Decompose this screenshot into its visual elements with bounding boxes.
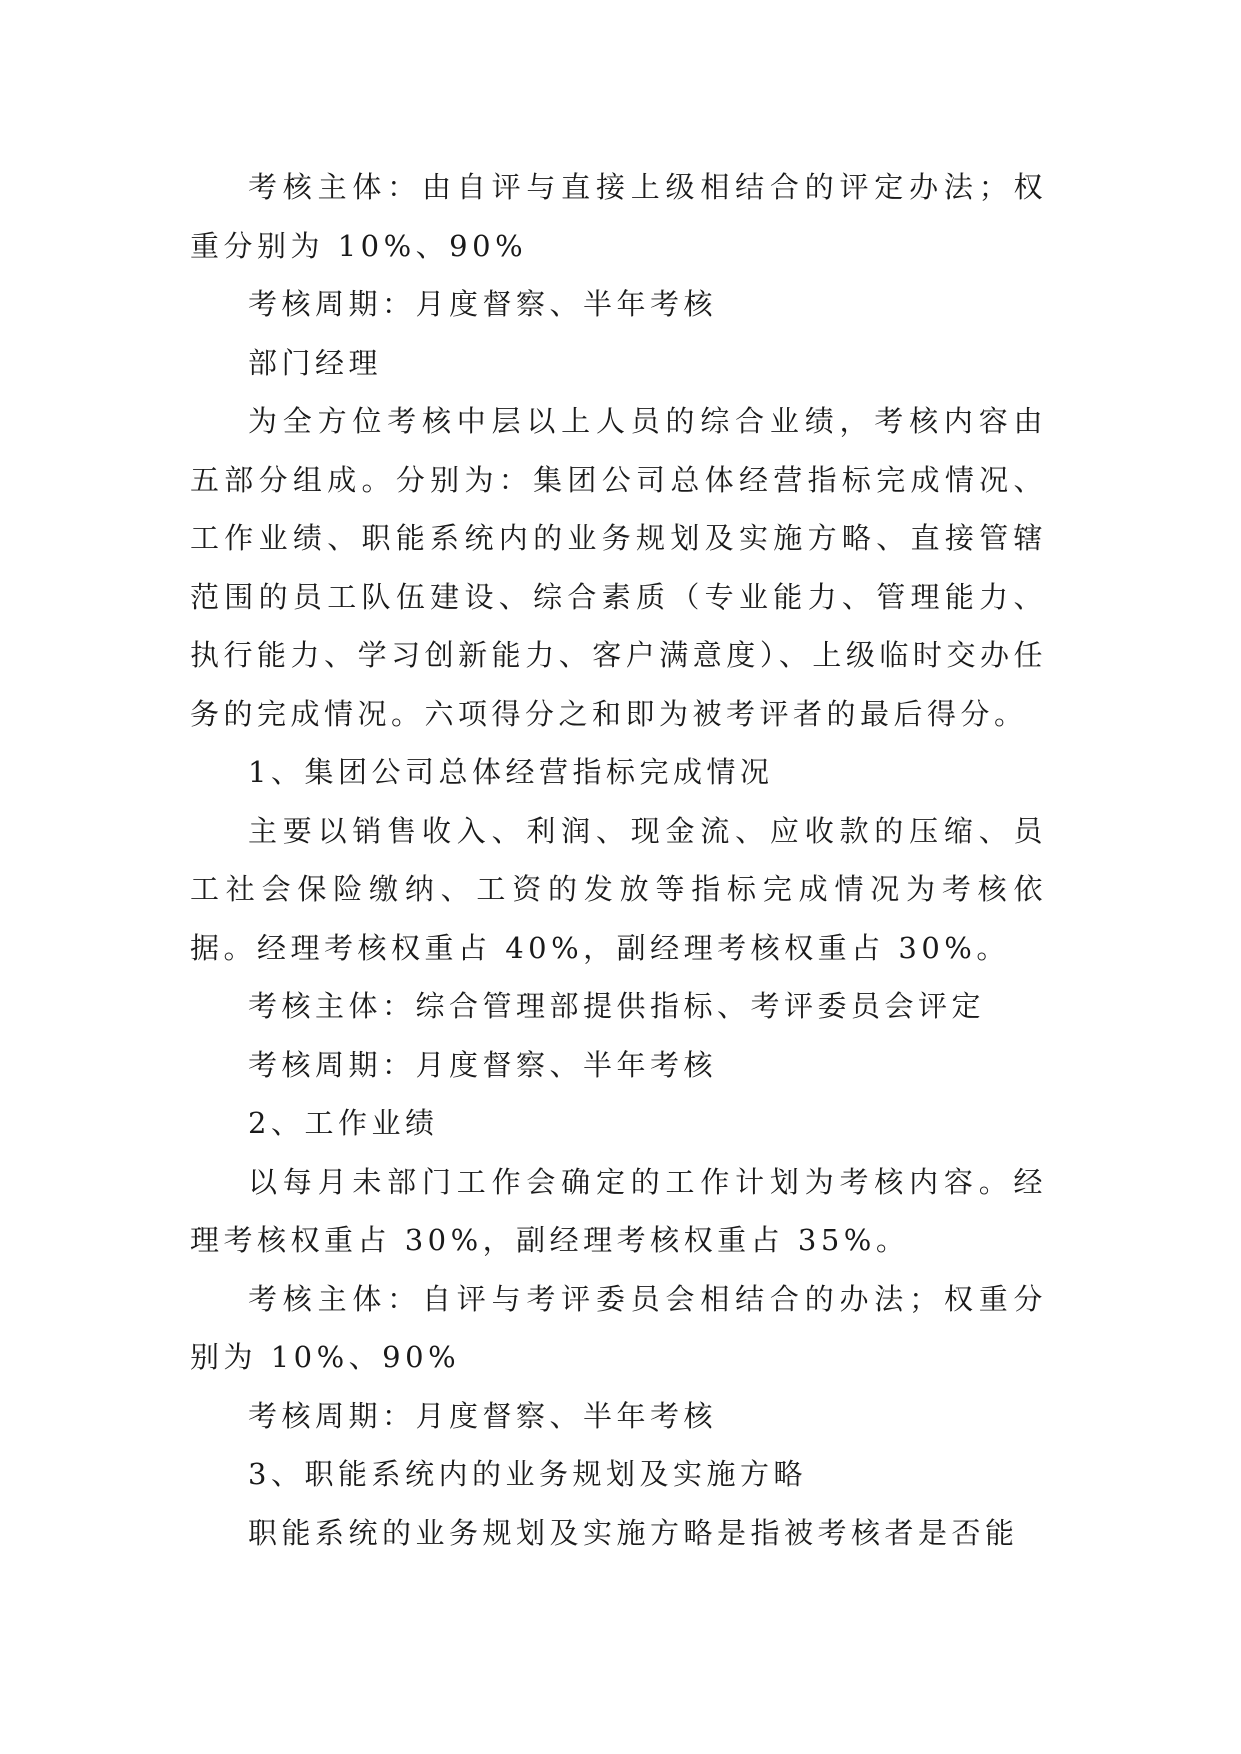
section-heading-3: 3、职能系统内的业务规划及实施方略 bbox=[248, 1457, 807, 1491]
paragraph-assessment-subject-committee: 考核主体：综合管理部提供指标、考评委员会评定 bbox=[248, 989, 986, 1023]
paragraph-assessment-subject-self: 考核主体：由自评与直接上级相结合的评定办法；权重分别为 10%、90% bbox=[190, 170, 1047, 263]
section-heading-2: 2、工作业绩 bbox=[248, 1106, 439, 1140]
paragraph-assessment-subject-weights: 考核主体：自评与考评委员会相结合的办法；权重分别为 10%、90% bbox=[190, 1281, 1047, 1374]
paragraph-work-performance: 以每月未部门工作会确定的工作计划为考核内容。经理考核权重占 30%，副经理考核权重占 35%。 bbox=[190, 1164, 1047, 1257]
document-body bbox=[190, 158, 1047, 1562]
paragraph-operating-indicators: 主要以销售收入、利润、现金流、应收款的压缩、员工社会保险缴纳、工资的发放等指标完成情况为考核依据。经理考核权重占 40%，副经理考核权重占 30%。 bbox=[190, 813, 1047, 965]
paragraph-assessment-overview: 为全方位考核中层以上人员的综合业绩，考核内容由五部分组成。分别为：集团公司总体经营指标完成情况、工作业绩、职能系统内的业务规划及实施方略、直接管辖范围的员工队伍建设、综合素质（专业能力、管理能力、执行能力、学习创新能力、客户满意度）、上级临时交办任务的完成情况。六项得分之和即为被考评者的最后得分。 bbox=[190, 404, 1047, 731]
section-heading-department-manager: 部门经理 bbox=[248, 345, 383, 380]
paragraph-assessment-cycle: 考核周期：月度督察、半年考核 bbox=[248, 1398, 718, 1433]
paragraph-business-planning: 职能系统的业务规划及实施方略是指被考核者是否能 bbox=[248, 1515, 1019, 1550]
paragraph-assessment-cycle: 考核周期：月度督察、半年考核 bbox=[248, 1047, 718, 1082]
paragraph-assessment-cycle: 考核周期：月度督察、半年考核 bbox=[248, 287, 718, 321]
section-heading-1: 1、集团公司总体经营指标完成情况 bbox=[248, 755, 774, 789]
